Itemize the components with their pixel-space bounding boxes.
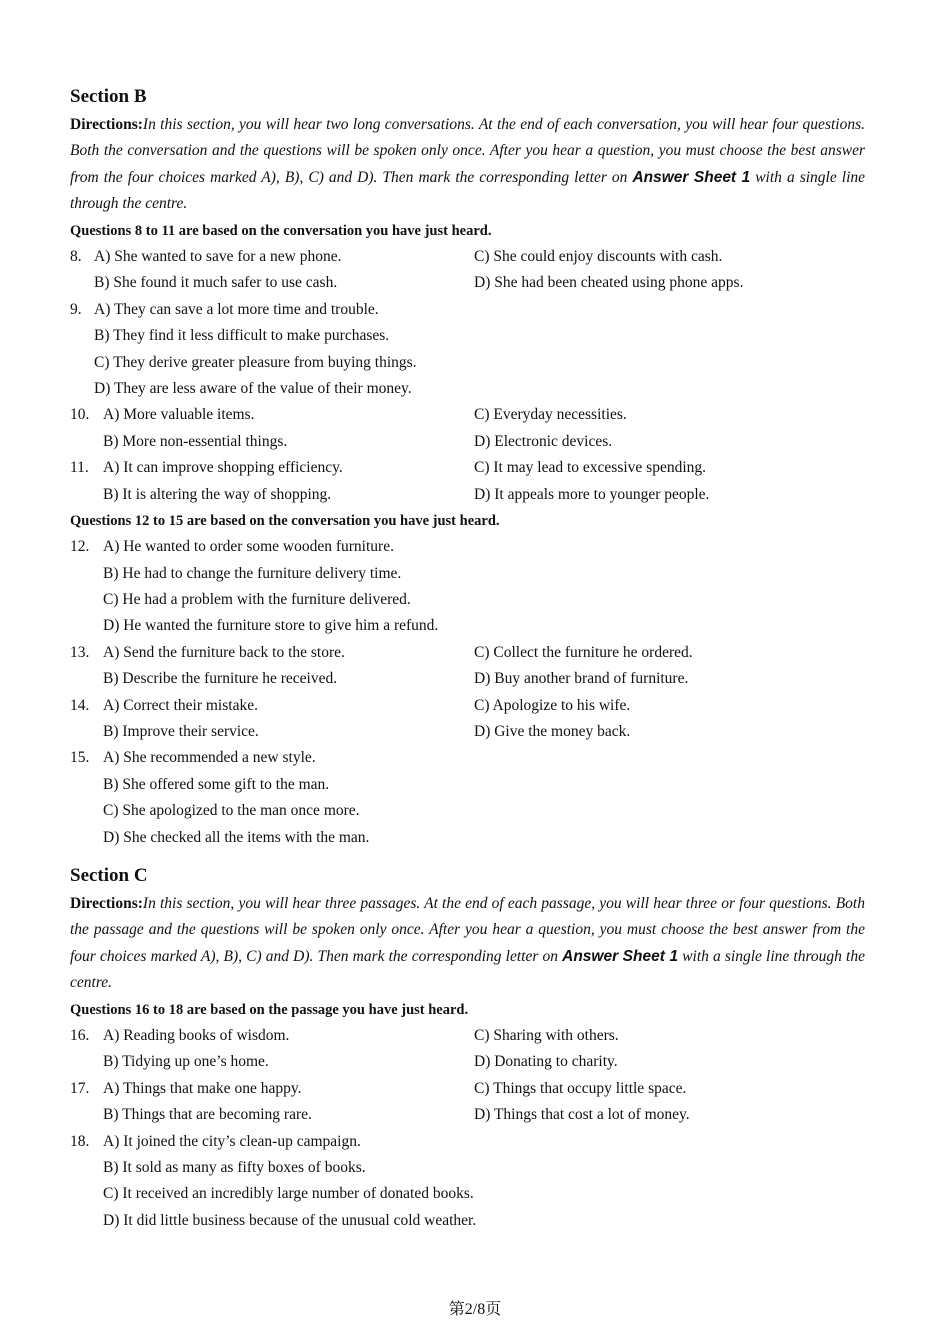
question-group-heading: Questions 12 to 15 are based on the conversation you have just heard. [70,512,500,529]
option-b: B) She found it much safer to use cash. [94,274,338,292]
option-c: C) They derive greater pleasure from buying things. [94,353,417,371]
option-a: A) More valuable items. [103,406,255,424]
question-number: 11. [70,459,89,477]
question-9-row-4 [70,376,865,402]
option-c: C) It may lead to excessive spending. [474,459,707,477]
option-d: D) Donating to charity. [474,1053,618,1071]
question-11-row-2 [70,482,865,508]
option-b: B) Tidying up one’s home. [103,1053,269,1071]
question-15-row-3 [70,798,865,824]
option-c: C) He had a problem with the furniture delivered. [103,591,411,609]
section-c-title: Section C [70,865,148,886]
answer-sheet-label: Answer Sheet 1 [632,168,751,186]
option-b: B) They find it less difficult to make purchases. [94,327,390,345]
option-d: D) It did little business because of the unusual cold weather. [103,1211,477,1229]
option-b: B) It sold as many as fifty boxes of books. [103,1158,366,1176]
question-number: 16. [70,1027,90,1045]
question-16-row-2 [70,1049,865,1075]
option-c: C) Things that occupy little space. [474,1079,687,1097]
option-a: A) She wanted to save for a new phone. [94,248,342,266]
option-c: C) Sharing with others. [474,1027,619,1045]
option-b: B) Improve their service. [103,723,259,741]
option-d: D) It appeals more to younger people. [474,485,710,503]
option-d: D) She checked all the items with the man. [103,828,370,846]
question-8-row-1 [70,244,865,270]
directions-text: In this section, you will hear two long conversations. At the end of each conversation, you will hear four questions. Both the conversation and the questions will be spoken only once. After you hear a question, you must choose the best answer from the four choices marked A), B), C) and D). Then mark the corresponding letter on [70,116,865,186]
question-8-row-2 [70,270,865,296]
option-b: B) Describe the furniture he received. [103,670,338,688]
option-b: B) She offered some gift to the man. [103,775,330,793]
directions-tail: with a single line through the centre. [70,947,865,992]
option-d: D) Things that cost a lot of money. [474,1106,690,1124]
question-9-row-2 [70,323,865,349]
option-a: A) Send the furniture back to the store. [103,643,345,661]
directions-tail: with a single line through the centre. [70,168,866,213]
question-18-row-3 [70,1181,865,1207]
option-c: C) She apologized to the man once more. [103,802,360,820]
option-d: D) She had been cheated using phone apps. [474,274,744,292]
section-c-directions [70,891,865,997]
option-d: D) Give the money back. [474,723,631,741]
section-b-title: Section B [70,86,147,107]
option-b: B) He had to change the furniture delivery time. [103,564,402,582]
option-c: C) Collect the furniture he ordered. [474,643,693,661]
question-number: 9. [70,300,82,318]
option-a: A) It can improve shopping efficiency. [103,459,343,477]
option-c: C) Everyday necessities. [474,406,627,424]
option-d: D) He wanted the furniture store to give him a refund. [103,617,439,635]
question-group-heading: Questions 8 to 11 are based on the conversation you have just heard. [70,222,492,239]
option-a: A) They can save a lot more time and trouble. [94,300,379,318]
option-d: D) Buy another brand of furniture. [474,670,689,688]
option-a: A) Reading books of wisdom. [103,1027,290,1045]
directions-label: Directions: [70,895,143,912]
question-13-row-2 [70,666,865,692]
option-d: D) They are less aware of the value of their money. [94,379,412,397]
question-12-row-1 [70,534,865,560]
question-number: 17. [70,1079,90,1097]
question-17-row-2 [70,1102,865,1128]
question-11-row-1 [70,455,865,481]
question-10-row-2 [70,429,865,455]
option-c: C) Apologize to his wife. [474,696,631,714]
question-15-row-2 [70,772,865,798]
option-b: B) It is altering the way of shopping. [103,485,332,503]
question-10-row-1 [70,402,865,428]
question-18-row-4 [70,1208,865,1234]
question-15-row-4 [70,825,865,851]
question-18-row-2 [70,1155,865,1181]
option-d: D) Electronic devices. [474,432,613,450]
question-14-row-2 [70,719,865,745]
question-13-row-1 [70,640,865,666]
section-b-directions [70,112,865,218]
question-12-row-4 [70,613,865,639]
question-14-row-1 [70,693,865,719]
page-number: 第2/8页 [448,1301,502,1318]
question-9-row-3 [70,350,865,376]
question-12-row-3 [70,587,865,613]
option-c: C) It received an incredibly large number of donated books. [103,1185,474,1203]
question-16-row-1 [70,1023,865,1049]
question-number: 13. [70,643,90,661]
option-a: A) Things that make one happy. [103,1079,302,1097]
question-number: 8. [70,248,82,266]
question-9-row-1 [70,297,865,323]
option-b: B) Things that are becoming rare. [103,1106,312,1124]
directions-label: Directions: [70,116,143,133]
option-b: B) More non-essential things. [103,432,288,450]
question-12-row-2 [70,561,865,587]
option-a: A) She recommended a new style. [103,749,316,767]
answer-sheet-label: Answer Sheet 1 [562,947,679,965]
question-group-heading: Questions 16 to 18 are based on the passage you have just heard. [70,1001,469,1018]
question-number: 14. [70,696,90,714]
option-c: C) She could enjoy discounts with cash. [474,248,723,266]
question-number: 15. [70,749,90,767]
option-a: A) Correct their mistake. [103,696,258,714]
option-a: A) He wanted to order some wooden furniture. [103,538,394,556]
question-number: 10. [70,406,90,424]
question-18-row-1 [70,1129,865,1155]
question-17-row-1 [70,1076,865,1102]
question-15-row-1 [70,745,865,771]
option-a: A) It joined the city’s clean-up campaign. [103,1132,361,1150]
question-number: 12. [70,538,90,556]
exam-page [70,82,865,1234]
directions-text: In this section, you will hear three passages. At the end of each passage, you will hear three or four questions. Both the passage and the questions will be spoken only once. After you hear a question, you must choose the best answer from the four choices marked A), B), C) and D). Then mark the corresponding letter on [70,895,865,965]
question-number: 18. [70,1132,90,1150]
